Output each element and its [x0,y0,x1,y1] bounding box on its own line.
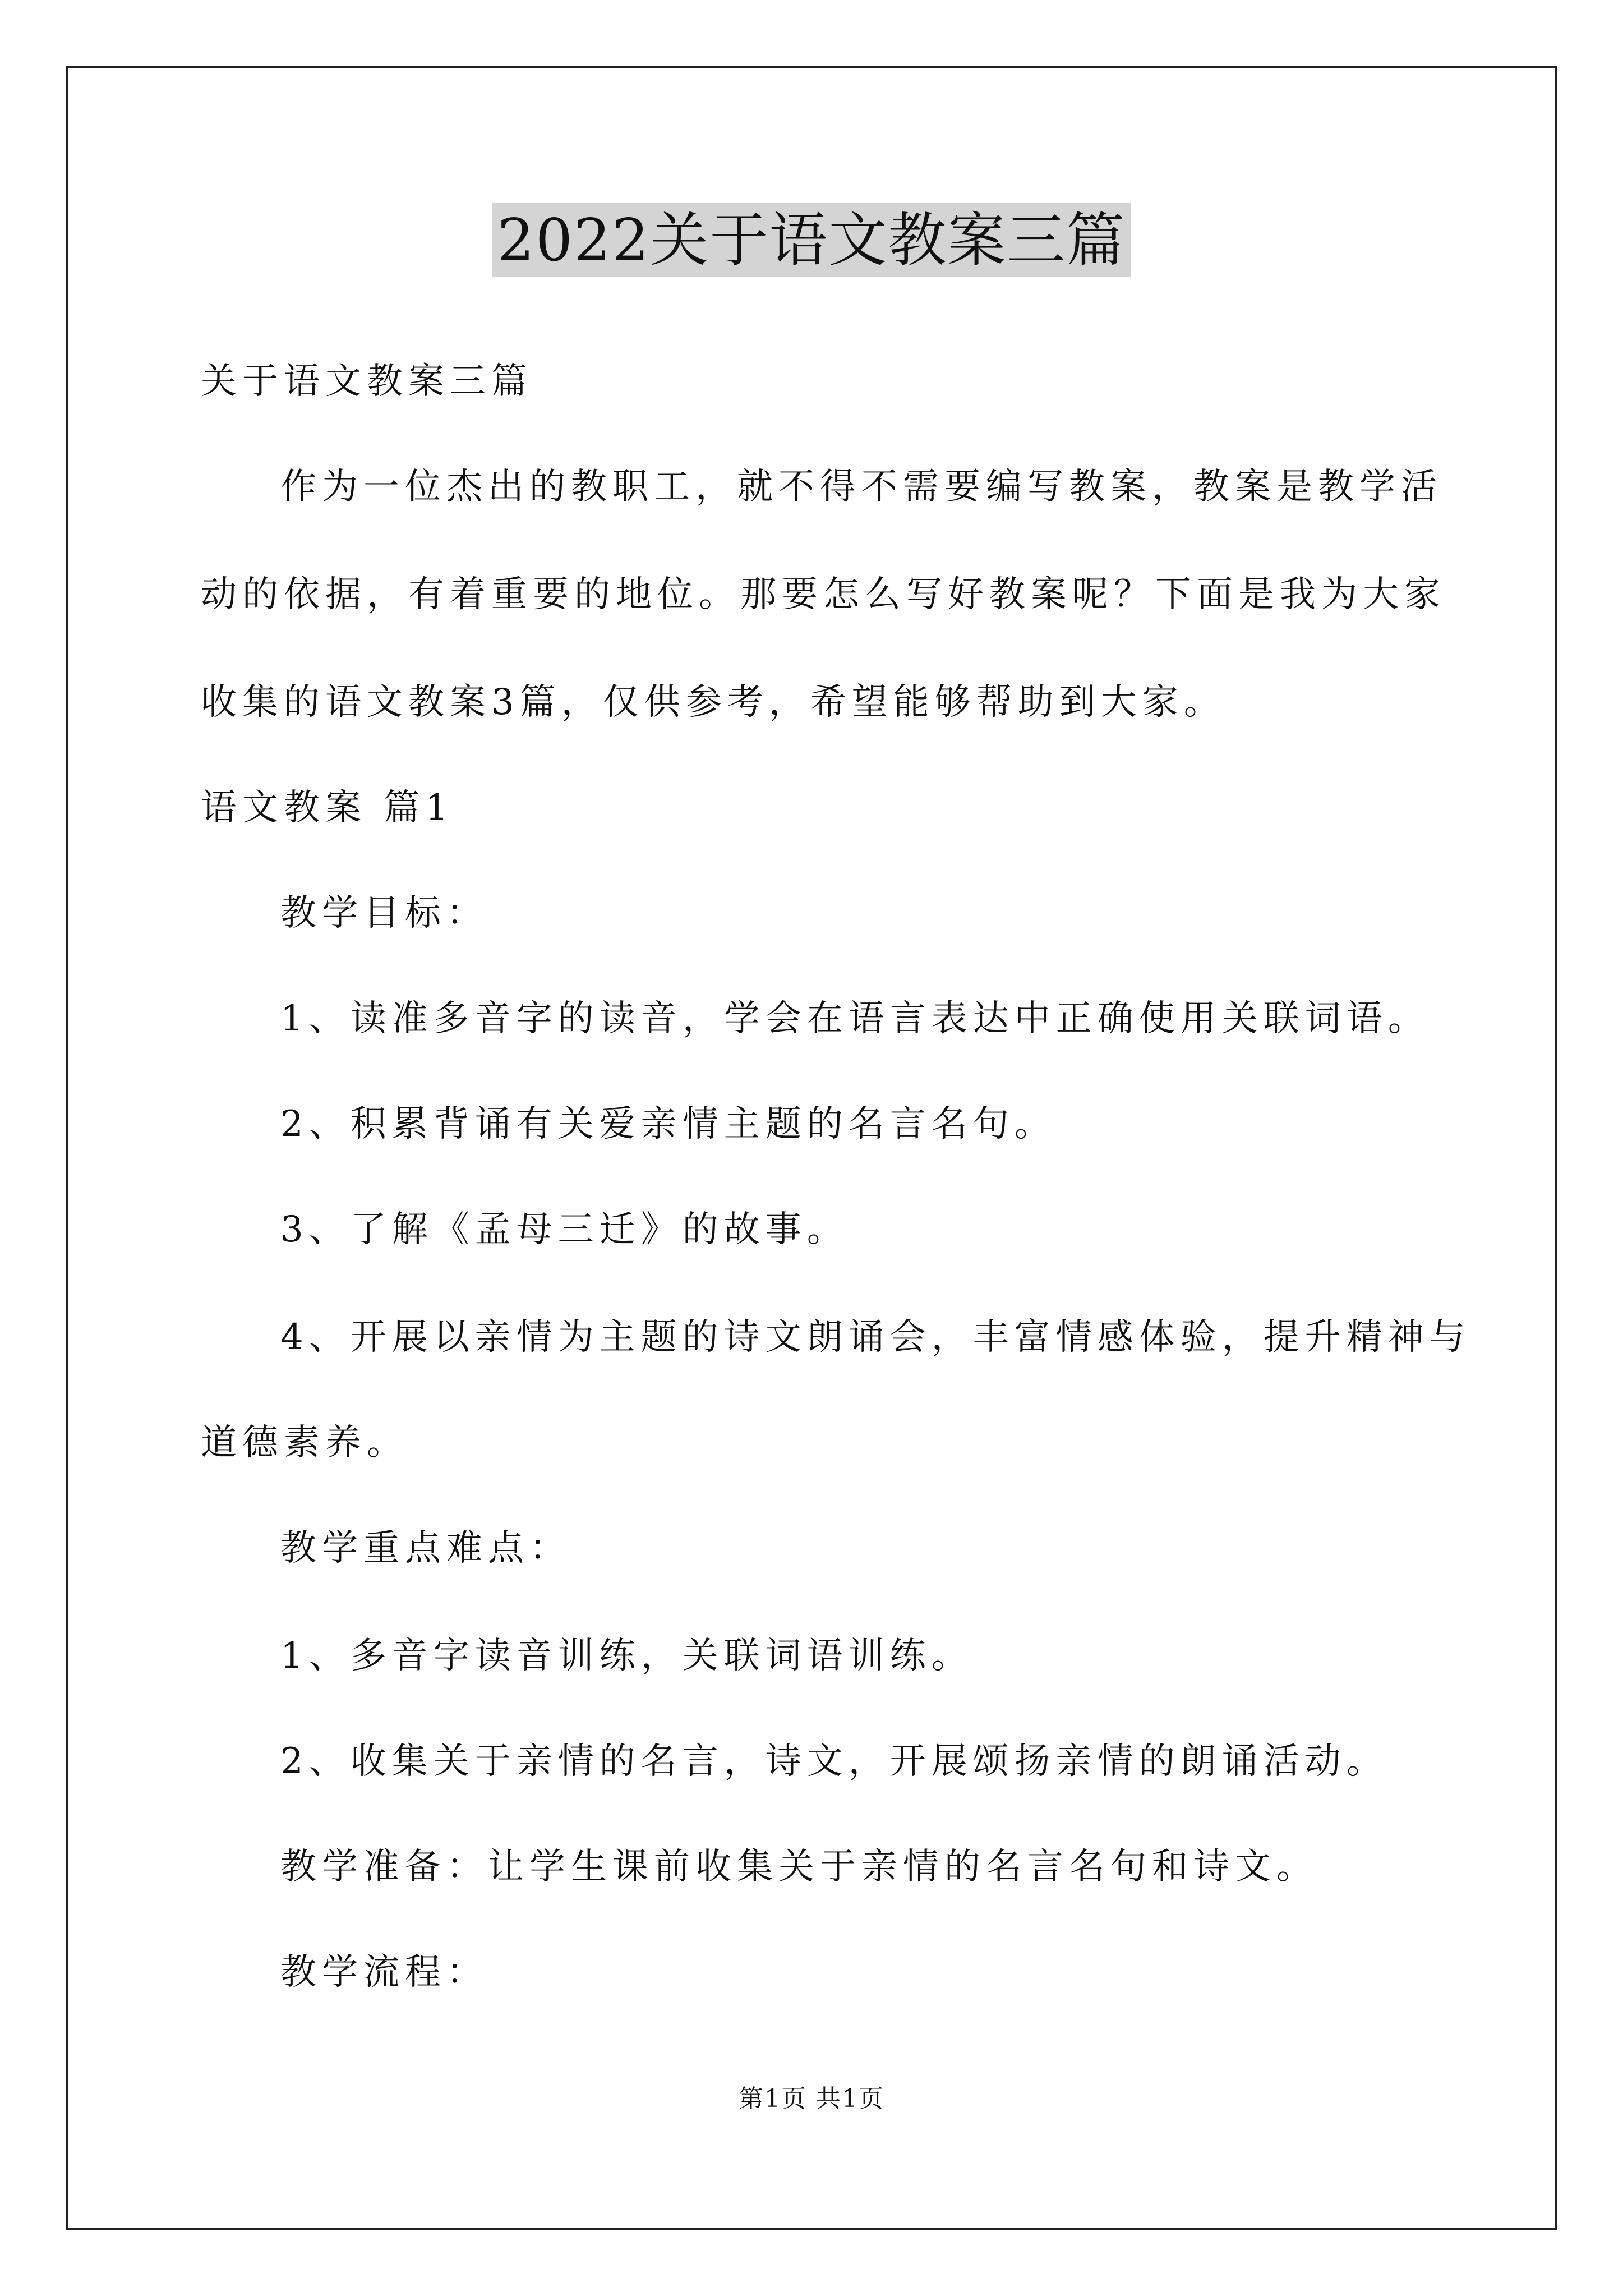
intro-line-3: 收集的语文教案3篇，仅供参考，希望能够帮助到大家。 [201,682,1225,723]
document-title: 2022关于语文教案三篇 [492,203,1132,277]
objective-item-4: 4、开展以亲情为主题的诗文朗诵会，丰富情感体验，提升精神与 [280,1317,1471,1358]
objective-item-1: 1、读准多音字的读音，学会在语言表达中正确使用关联词语。 [280,998,1430,1039]
preparation-text: 教学准备：让学生课前收集关于亲情的名言名句和诗文。 [280,1846,1318,1888]
intro-line-2: 动的依据，有着重要的地位。那要怎么写好教案呢？下面是我为大家 [201,574,1446,615]
process-heading: 教学流程： [280,1952,488,1993]
objective-item-4-continued: 道德素养。 [201,1422,408,1464]
section-heading: 语文教案 篇1 [201,787,454,829]
key-point-item-1: 1、多音字读音训练，关联词语训练。 [280,1635,973,1677]
document-subtitle: 关于语文教案三篇 [201,361,533,402]
objectives-heading: 教学目标： [280,892,488,934]
key-points-heading: 教学重点难点： [280,1527,571,1569]
page-footer: 第1页 共1页 [739,2085,884,2113]
objective-item-2: 2、积累背诵有关爱亲情主题的名言名句。 [280,1103,1056,1145]
key-point-item-2: 2、收集关于亲情的名言，诗文，开展颂扬亲情的朗诵活动。 [280,1741,1388,1782]
title-container [0,203,1623,277]
objective-item-3: 3、了解《孟母三迁》的故事。 [280,1209,849,1250]
intro-line-1: 作为一位杰出的教职工，就不得不需要编写教案，教案是教学活 [280,466,1442,508]
